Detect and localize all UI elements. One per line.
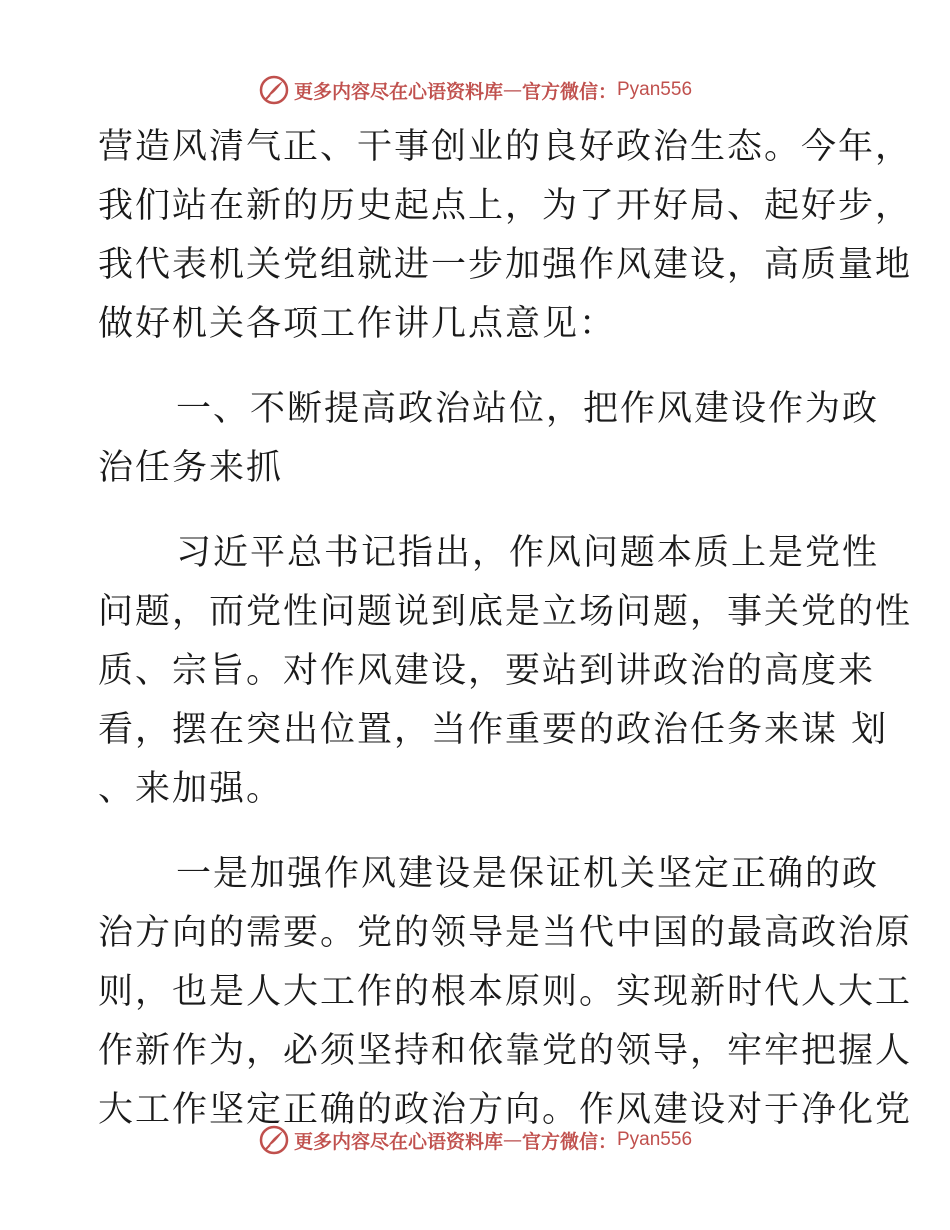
- section-heading-1: [98, 380, 880, 498]
- text-line: 我代表机关党组就进一步加强作风建设，高质量地: [98, 245, 913, 285]
- watermark-wechat-label: 官方微信：: [521, 80, 617, 103]
- text-line: 治方向的需要。党的领导是当代中国的最高政治原: [98, 913, 913, 953]
- text-line: 我们站在新的历史起点上，为了开好局、起好步，: [98, 186, 913, 226]
- text-line: 看，摆在突出位置，当作重要的政治任务来谋 划: [98, 710, 889, 750]
- header-watermark: [0, 70, 950, 110]
- text-line: 一是加强作风建设是保证机关坚定正确的政: [176, 854, 880, 894]
- footer-watermark: [0, 1120, 950, 1160]
- text-line: 习近平总书记指出，作风问题本质上是党性: [176, 533, 880, 573]
- quill-logo-icon: [258, 1124, 290, 1156]
- quill-logo-icon: [258, 74, 290, 106]
- text-line: 则，也是人大工作的根本原则。实现新时代人大工: [98, 972, 913, 1012]
- watermark-account: Pyan556: [617, 79, 693, 100]
- document-body: [98, 118, 913, 1140]
- text-line: 作新作为，必须坚持和依靠党的领导，牢牢把握人: [98, 1031, 913, 1071]
- watermark-wechat-label: 官方微信：: [521, 1130, 617, 1153]
- watermark-brand: 更多内容尽在心语资料库: [293, 1130, 503, 1153]
- watermark-separator: —: [502, 79, 522, 101]
- text-line: 质、宗旨。对作风建设，要站到讲政治的高度来: [98, 651, 876, 691]
- watermark-account: Pyan556: [617, 1129, 693, 1150]
- text-line: 、来加强。: [98, 769, 284, 809]
- watermark-brand: 更多内容尽在心语资料库: [293, 80, 503, 103]
- text-line: 营造风清气正、干事创业的良好政治生态。今年，: [98, 127, 913, 167]
- heading-line: 一、不断提高政治站位，把作风建设作为政: [176, 389, 880, 429]
- watermark-separator: —: [502, 1129, 522, 1151]
- paragraph-intro: [98, 118, 913, 354]
- text-line: 做好机关各项工作讲几点意见：: [98, 304, 617, 344]
- paragraph-xi-quote: [98, 524, 913, 819]
- heading-line: 治任务来抓: [98, 448, 284, 488]
- text-line: 问题，而党性问题说到底是立场问题，事关党的性: [98, 592, 913, 632]
- paragraph-point-one: [98, 845, 913, 1140]
- text-line: 大工作坚定正确的政治方向。作风建设对于净化党: [98, 1090, 913, 1130]
